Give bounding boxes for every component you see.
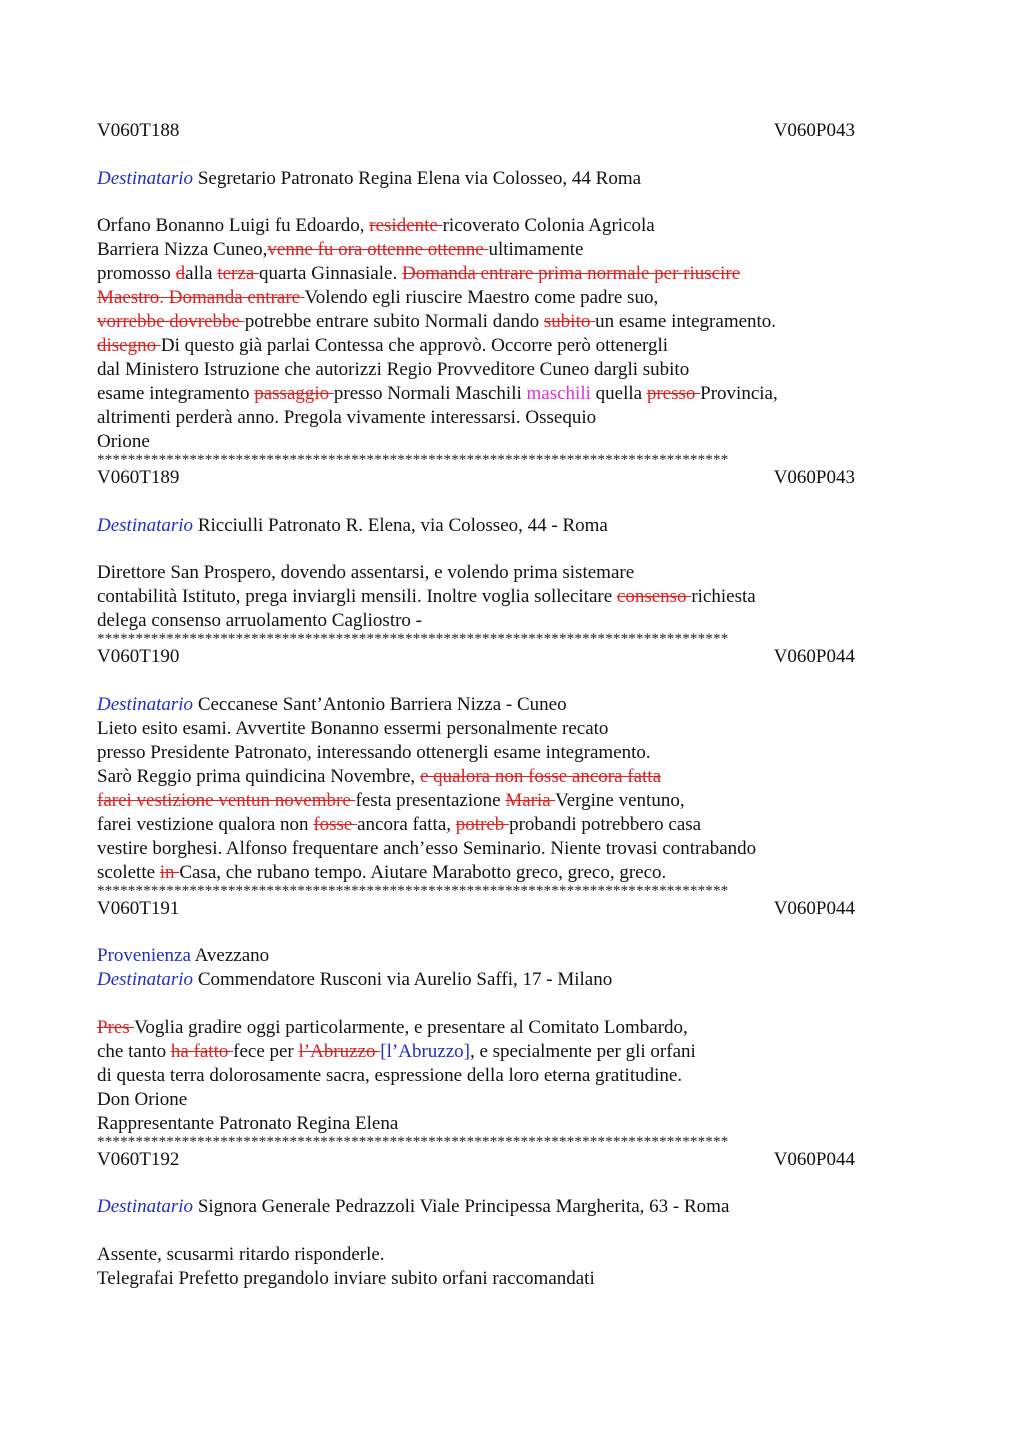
deleted-text: subito bbox=[543, 311, 596, 332]
entry-code-p: V060P044 bbox=[773, 1148, 855, 1170]
origin-label: Provenienza bbox=[97, 945, 191, 966]
text-line: Direttore San Prospero, dovendo assentarsi, e volendo prima sistemare bbox=[97, 562, 635, 583]
text-line bbox=[97, 310, 927, 334]
entry-header bbox=[97, 897, 855, 921]
separator: ********************************************************************************** bbox=[97, 454, 729, 466]
entry-code-t: V060T191 bbox=[97, 897, 180, 919]
text-segment: fece per bbox=[233, 1040, 299, 1062]
text-line: Lieto esito esami. Avvertite Bonanno essermi personalmente recato bbox=[97, 717, 609, 739]
recipient-label: Destinatario bbox=[97, 167, 194, 189]
text-segment: Casa, che rubano tempo. Aiutare Marabotto greco, greco, greco. bbox=[179, 861, 667, 883]
text-line: altrimenti perderà anno. Pregola vivamente interessarsi. Ossequio bbox=[97, 407, 597, 428]
separator: ********************************************************************************** bbox=[97, 1135, 729, 1148]
text-segment: presso Normali Maschili bbox=[333, 383, 527, 404]
text-segment: esame integramento bbox=[97, 383, 255, 404]
text-segment: festa presentazione bbox=[355, 789, 506, 811]
deleted-text: d bbox=[175, 263, 186, 284]
text-line bbox=[97, 238, 927, 262]
text-segment: un esame integramento. bbox=[595, 311, 777, 332]
recipient-line bbox=[97, 1195, 927, 1219]
deleted-text: venne fu ora ottenne ottenne bbox=[267, 239, 489, 260]
deleted-text: Maestro. Domanda entrare bbox=[97, 287, 305, 308]
text-line bbox=[97, 262, 927, 286]
text-line bbox=[97, 214, 927, 238]
deleted-text: presso bbox=[646, 383, 701, 404]
deleted-text: terza bbox=[217, 263, 259, 284]
text-segment: promosso bbox=[97, 263, 176, 284]
signature-line: Orione bbox=[97, 431, 150, 452]
deleted-text: farei vestizione ventun novembre bbox=[97, 789, 356, 811]
entry-code-p: V060P044 bbox=[773, 897, 855, 919]
text-segment: Volendo egli riuscire Maestro come padre suo, bbox=[304, 287, 659, 308]
text-segment: ultimamente bbox=[488, 239, 584, 260]
text-segment: quella bbox=[590, 383, 647, 404]
recipient-line bbox=[97, 167, 927, 191]
text-segment: Sarò Reggio prima quindicina Novembre, bbox=[97, 765, 420, 787]
entry-code-p: V060P043 bbox=[773, 467, 855, 488]
editorial-insert: [l’Abruzzo] bbox=[380, 1040, 470, 1062]
separator: ********************************************************************************** bbox=[97, 633, 729, 645]
document-page bbox=[97, 119, 927, 1291]
text-line: dal Ministero Istruzione che autorizzi Regio Provveditore Cuneo dargli subito bbox=[97, 359, 690, 380]
text-line bbox=[97, 861, 927, 885]
text-line bbox=[97, 1040, 927, 1064]
inserted-text: maschili bbox=[526, 383, 591, 404]
deleted-text: residente bbox=[369, 215, 443, 236]
deleted-text: Domanda entrare prima normale per riuscire bbox=[401, 263, 741, 284]
text-line: vestire borghesi. Alfonso frequentare anch’esso Seminario. Niente trovasi contrabando bbox=[97, 837, 757, 859]
entry-header bbox=[97, 119, 855, 143]
text-line bbox=[97, 813, 927, 837]
origin-value: Avezzano bbox=[194, 945, 270, 966]
entry-code-t: V060T189 bbox=[97, 467, 180, 488]
text-segment: Voglia gradire oggi particolarmente, e presentare al Comitato Lombardo, bbox=[134, 1016, 688, 1038]
text-line: Telegrafai Prefetto pregandolo inviare subito orfani raccomandati bbox=[97, 1267, 595, 1289]
deleted-text: disegno bbox=[97, 335, 161, 356]
text-line: delega consenso arruolamento Cagliostro - bbox=[97, 610, 423, 631]
deleted-text: Pres bbox=[97, 1016, 135, 1038]
recipient-line bbox=[97, 968, 927, 992]
deleted-text: ha fatto bbox=[170, 1040, 234, 1062]
text-segment: farei vestizione qualora non bbox=[97, 813, 314, 835]
recipient-line bbox=[97, 514, 927, 538]
recipient-value: Commendatore Rusconi via Aurelio Saffi, 17 - Milano bbox=[197, 969, 613, 990]
text-segment: richiesta bbox=[691, 586, 756, 607]
entry-header bbox=[97, 645, 855, 669]
deleted-text: vorrebbe dovrebbe bbox=[97, 311, 245, 332]
origin-line bbox=[97, 944, 927, 968]
text-line: di questa terra dolorosamente sacra, espressione della loro eterna gratitudine. bbox=[97, 1064, 683, 1086]
recipient-label: Destinatario bbox=[97, 693, 194, 715]
entry-code-t: V060T188 bbox=[97, 120, 180, 141]
deleted-text: fosse bbox=[313, 813, 358, 835]
text-segment: Barriera Nizza Cuneo, bbox=[97, 239, 268, 260]
text-segment: alla bbox=[185, 263, 218, 284]
text-line: Assente, scusarmi ritardo risponderle. bbox=[97, 1243, 385, 1265]
entry-code-p: V060P044 bbox=[773, 646, 855, 667]
deleted-text: in bbox=[159, 861, 180, 883]
recipient-line bbox=[97, 693, 927, 717]
recipient-label: Destinatario bbox=[97, 969, 194, 990]
text-line bbox=[97, 382, 927, 406]
text-segment: Provincia, bbox=[700, 383, 778, 404]
entry-code-t: V060T192 bbox=[97, 1148, 180, 1170]
text-line bbox=[97, 1016, 927, 1040]
entry-header bbox=[97, 466, 855, 490]
deleted-text: potreb bbox=[455, 813, 510, 835]
recipient-value: Ceccanese Sant’Antonio Barriera Nizza - Cuneo bbox=[197, 693, 567, 715]
text-segment: Vergine ventuno, bbox=[555, 789, 685, 811]
deleted-text: Maria bbox=[505, 789, 556, 811]
deleted-text: l’Abruzzo bbox=[298, 1040, 381, 1062]
text-segment: scolette bbox=[97, 861, 160, 883]
deleted-text: e qualora non fosse ancora fatta bbox=[419, 765, 662, 787]
text-line: presso Presidente Patronato, interessando ottenergli esame integramento. bbox=[97, 741, 651, 763]
recipient-label: Destinatario bbox=[97, 1196, 194, 1217]
recipient-value: Segretario Patronato Regina Elena via Colosseo, 44 Roma bbox=[197, 167, 642, 189]
deleted-text: passaggio bbox=[254, 383, 334, 404]
text-segment: che tanto bbox=[97, 1040, 171, 1062]
text-line bbox=[97, 789, 927, 813]
signature-line: Don Orione bbox=[97, 1088, 188, 1110]
recipient-value: Signora Generale Pedrazzoli Viale Principessa Margherita, 63 - Roma bbox=[197, 1196, 730, 1217]
text-line bbox=[97, 765, 927, 789]
text-segment: ricoverato Colonia Agricola bbox=[442, 215, 655, 236]
entry-header bbox=[97, 1148, 855, 1172]
deleted-text: consenso bbox=[616, 586, 692, 607]
text-line bbox=[97, 585, 927, 609]
text-segment: quarta Ginnasiale. bbox=[259, 263, 402, 284]
recipient-value: Ricciulli Patronato R. Elena, via Colosseo, 44 - Roma bbox=[197, 514, 608, 536]
text-segment: potrebbe entrare subito Normali dando bbox=[244, 311, 544, 332]
entry-code-t: V060T190 bbox=[97, 646, 180, 667]
text-segment: contabilità Istituto, prega inviargli mensili. Inoltre voglia sollecitare bbox=[97, 586, 617, 607]
text-segment: Di questo già parlai Contessa che approvò. Occorre però ottenergli bbox=[160, 335, 669, 356]
text-line bbox=[97, 286, 927, 310]
separator: ********************************************************************************** bbox=[97, 884, 729, 897]
signature-title: Rappresentante Patronato Regina Elena bbox=[97, 1112, 399, 1134]
text-segment: ancora fatta, bbox=[357, 813, 456, 835]
text-segment: Orfano Bonanno Luigi fu Edoardo, bbox=[97, 215, 370, 236]
text-segment: probandi potrebbero casa bbox=[509, 813, 702, 835]
text-line bbox=[97, 334, 927, 358]
text-segment: , e specialmente per gli orfani bbox=[469, 1040, 696, 1062]
recipient-label: Destinatario bbox=[97, 514, 194, 536]
entry-code-p: V060P043 bbox=[773, 120, 855, 141]
